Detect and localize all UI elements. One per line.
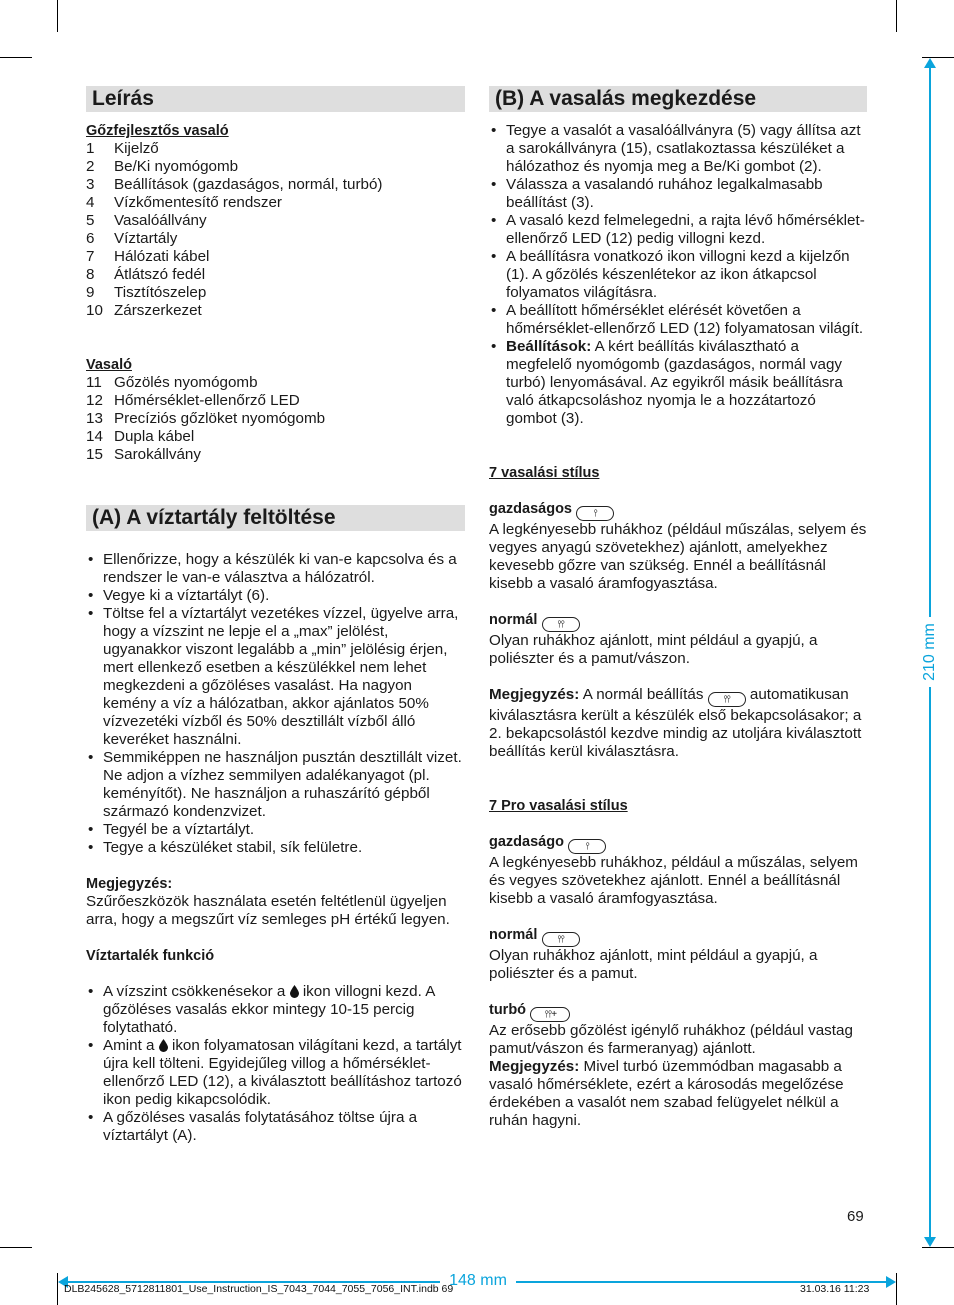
list-item: 11 Gőzölés nyomógomb <box>86 374 258 391</box>
list-item: • A vízszint csökkenésekor a ikon villogni kezd. A gőzöléses vasalás ekkor mintegy 10-15 percig folytatható. <box>86 983 465 1037</box>
list-item: • A vasaló kezd felmelegedni, a rajta lévő hőmérséklet-ellenőrző LED (12) pedig villogni kezd. <box>489 212 867 248</box>
list-item: 10 Zárszerkezet <box>86 302 202 319</box>
list-item: 5 Vasalóállvány <box>86 212 207 229</box>
s7-note: Megjegyzés: A normál beállítás ⫯⫯ automatikusan kiválasztásra került a készülék első bekapcsolásakor; a 2. bekapcsolástól kezdve mindig az utoljára kiválasztott beállítás kerül kiválasztásra. <box>489 686 862 760</box>
list-item: 14 Dupla kábel <box>86 428 195 445</box>
crop-mark <box>896 1273 897 1305</box>
list-item: 8 Átlátszó fedél <box>86 266 206 283</box>
crop-mark <box>896 0 897 32</box>
list-item: 4 Vízkőmentesítő rendszer <box>86 194 282 211</box>
left-column <box>86 86 465 1145</box>
pro-normal-text: Olyan ruhákhoz ajánlott, mint például a gyapjú, a poliészter és a pamut. <box>489 947 818 982</box>
s7-eco-text: A legkényesebb ruhákhoz (például műszálas, selyem és vegyes anyagú szövetekhez) ajánlott, amelyekhez kevesebb gőzre van szükség. Ennél a beállításnál kisebb a vasaló áramfogyasztása. <box>489 521 867 592</box>
list-item: 12 Hőmérséklet-ellenőrző LED <box>86 392 300 409</box>
normal-steam-icon: ⫯⫯ <box>542 932 580 947</box>
list-item: • Beállítások: A kért beállítás kiválasztható a megfelelő nyomógomb (gazdaságos, normál vagy turbó) lenyomásával. Az egyikről másik beállításra való átkapcsoláshoz nyomja le a hozzátartozó gombot (3). <box>489 338 867 428</box>
list-item: 1 Kijelző <box>86 140 159 157</box>
gozfej-title: Gőzfejlesztős vasaló <box>86 123 229 139</box>
pro-turbo-text: Az erősebb gőzölést igénylő ruhákhoz (például vastag pamut/vászon és farmeranyag) ajánlott. <box>489 1022 853 1057</box>
b-bullet-list <box>489 122 867 428</box>
list-item: • Válassza a vasalandó ruhához legalkalmasabb beállítást (3). <box>489 176 867 212</box>
section-heading-leiras: Leírás <box>86 86 465 112</box>
dimension-label-210: 210 mm <box>920 617 940 687</box>
tartalek-title: Víztartalék funkció <box>86 948 215 964</box>
s7-normal-text: Olyan ruhákhoz ajánlott, mint például a gyapjú, a poliészter és a pamut/vászon. <box>489 632 818 667</box>
style7-title: 7 vasalási stílus <box>489 465 600 481</box>
footer-timestamp: 31.03.16 11:23 <box>800 1283 870 1295</box>
list-item: 9 Tisztítószelep <box>86 284 207 301</box>
vasalo-list <box>86 374 465 464</box>
vasalo-title: Vasaló <box>86 357 132 373</box>
crop-mark <box>0 1247 32 1248</box>
list-item: • Amint a ikon folyamatosan világítani kezd, a tartályt újra kell tölteni. Egyidejűleg villog a hőmérséklet-ellenőrző LED (12), a kiválasztott beállításhoz tartozó ikon pedig kikapcsolódik. <box>86 1037 465 1109</box>
section-heading-b: (B) A vasalás megkezdése <box>489 86 867 112</box>
pro-eco-text: A legkényesebb ruhákhoz, például a műszálas, selyem és vegyes szövetekhez ajánlott. Ennél a beállításnál kisebb a vasaló áramfogyasztása. <box>489 854 858 907</box>
list-item: • A beállításra vonatkozó ikon villogni kezd a kijelzőn (1). A gőzölés készenlétekor az ikon átkapcsol folyamatos világításra. <box>489 248 867 302</box>
pro-eco-heading: gazdaságo ⫯ <box>489 833 867 854</box>
list-item: 7 Hálózati kábel <box>86 248 210 265</box>
pro-turbo-heading: turbó ⫯⫯+ <box>489 1001 867 1022</box>
arrow-right-icon <box>886 1276 896 1288</box>
pro-note: Megjegyzés: Mivel turbó üzemmódban magasabb a vasaló hőmérséklete, ezért a károsodás megelőzése érdekében a vasalót nem szabad felügyelet nélkül a ruhán hagyni. <box>489 1058 844 1129</box>
list-item: 15 Sarokállvány <box>86 446 201 463</box>
tartalek-bullet-list <box>86 983 465 1145</box>
gozfej-list <box>86 140 465 320</box>
pro-normal-heading: normál ⫯⫯ <box>489 926 867 947</box>
eco-steam-icon: ⫯ <box>576 506 614 521</box>
list-item: 6 Víztartály <box>86 230 178 247</box>
dimension-label-148: 148 mm <box>440 1271 516 1291</box>
megjegyzes-title: Megjegyzés: <box>86 876 173 892</box>
list-item: 2 Be/Ki nyomógomb <box>86 158 239 175</box>
water-drop-icon <box>159 1039 168 1052</box>
arrow-up-icon <box>924 58 936 68</box>
crop-mark <box>922 1247 954 1248</box>
list-item: 3 Beállítások (gazdaságos, normál, turbó) <box>86 176 383 193</box>
crop-mark <box>57 0 58 32</box>
pro-title: 7 Pro vasalási stílus <box>489 798 628 814</box>
page-number: 69 <box>847 1208 864 1225</box>
list-item: • A gőzöléses vasalás folytatásához töltse újra a víztartályt (A). <box>86 1109 465 1145</box>
turbo-steam-icon: ⫯⫯+ <box>530 1007 570 1022</box>
right-column <box>489 86 867 1130</box>
list-item: • Ellenőrizze, hogy a készülék ki van-e kapcsolva és a rendszer le van-e választva a hálózatról. <box>86 551 465 587</box>
normal-steam-icon: ⫯⫯ <box>708 692 746 707</box>
crop-mark <box>0 57 32 58</box>
water-drop-icon <box>290 985 299 998</box>
list-item: • Tegyél be a víztartályt. <box>86 821 465 839</box>
eco-steam-icon: ⫯ <box>568 839 606 854</box>
s7-normal-heading: normál ⫯⫯ <box>489 611 867 632</box>
list-item: • Tegye a vasalót a vasalóállványra (5) vagy állítsa azt a sarokállványra (15), csatlakoztassa készüléket a hálózathoz és nyomja meg a Be/Ki gombot (2). <box>489 122 867 176</box>
arrow-down-icon <box>924 1237 936 1247</box>
s7-eco-heading: gazdaságos ⫯ <box>489 500 867 521</box>
list-item: • Semmiképpen ne használjon pusztán desztillált vizet. Ne adjon a vízhez semmilyen adalékanyagot (pl. keményítőt). Ne használjon a ruhaszárító gépből származó kondenzvizet. <box>86 749 465 821</box>
footer-file-info: DLB245628_5712811801_Use_Instruction_IS_7043_7044_7055_7056_INT.indb 69 <box>64 1283 454 1295</box>
list-item: 13 Precíziós gőzlöket nyomógomb <box>86 410 326 427</box>
list-item: • Tegye a készüléket stabil, sík felületre. <box>86 839 465 857</box>
section-heading-a: (A) A víztartály feltöltése <box>86 505 465 531</box>
megjegyzes-text: Szűrőeszközök használata esetén feltétlenül ügyeljen arra, hogy a megszűrt víz semleges pH értékű legyen. <box>86 893 450 928</box>
list-item: • Vegye ki a víztartályt (6). <box>86 587 465 605</box>
list-item: • A beállított hőmérséklet elérését követően a hőmérséklet-ellenőrző LED (12) folyamatosan világít. <box>489 302 867 338</box>
list-item: • Töltse fel a víztartályt vezetékes vízzel, ügyelve arra, hogy a vízszint ne lepje el a „max” jelölést, ugyanakkor viszont legalább a „min” jelölésig érjen, mert ellenkező esetben a készülékkel nem lehet megkezdeni a gőzöléses vasalást. Ha nagyon kemény a víz a hálózatban, akkor ajánlatos 50% vízvezetéki vízből és 50% desztillált vízből álló keveréket használni. <box>86 605 465 749</box>
normal-steam-icon: ⫯⫯ <box>542 617 580 632</box>
a-bullet-list <box>86 551 465 857</box>
